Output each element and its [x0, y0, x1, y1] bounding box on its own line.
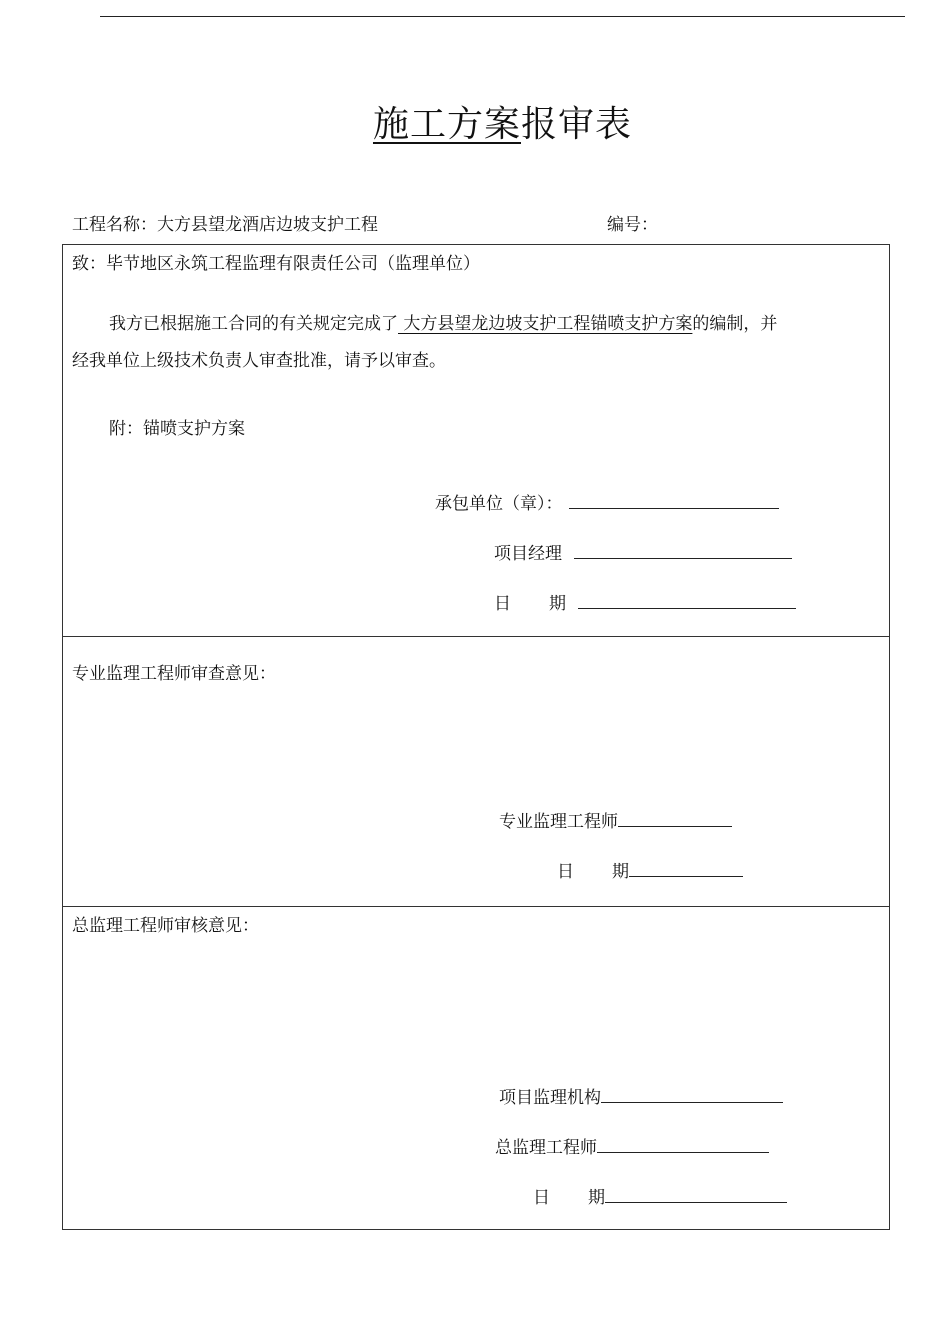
- contractor-signature-row: [435, 489, 779, 514]
- date-line-1[interactable]: [578, 592, 796, 609]
- addressee-line: 致：毕节地区永筑工程监理有限责任公司（监理单位）: [72, 254, 480, 274]
- engineer-review-heading: 专业监理工程师审查意见：: [72, 664, 276, 684]
- project-name-field: [72, 210, 378, 235]
- engineer-label: 专业监理工程师: [499, 812, 618, 832]
- number-label: 编号：: [607, 215, 658, 235]
- date-row-3: [533, 1183, 787, 1208]
- review-form: [62, 244, 890, 1230]
- body-item: 大方县望龙边坡支护工程锚喷支护方案: [398, 314, 693, 334]
- contractor-label: 承包单位（章）：: [435, 494, 563, 514]
- date-line-3[interactable]: [605, 1186, 787, 1203]
- body-suffix: 的编制，并: [692, 314, 778, 334]
- date-label-a: 日: [533, 1188, 550, 1208]
- submission-section: [63, 245, 889, 636]
- engineer-review-section: [63, 636, 889, 907]
- chief-label: 总监理工程师: [495, 1138, 597, 1158]
- chief-signature-line[interactable]: [597, 1136, 769, 1153]
- date-label-b: 期: [588, 1188, 605, 1208]
- contractor-signature-line[interactable]: [569, 492, 779, 509]
- org-signature-line[interactable]: [601, 1086, 783, 1103]
- project-name-value: 大方县望龙酒店边坡支护工程: [157, 215, 378, 235]
- submission-body-line2: 经我单位上级技术负责人审查批准，请予以审查。: [72, 351, 446, 371]
- project-name-label: 工程名称：: [72, 215, 157, 235]
- date-label-b: 期: [549, 594, 566, 614]
- attachment-line: 附：锚喷支护方案: [109, 419, 245, 439]
- date-label-a: 日: [494, 594, 511, 614]
- engineer-signature-line[interactable]: [618, 810, 732, 827]
- top-rule: [100, 16, 905, 17]
- org-signature-row: [499, 1083, 783, 1108]
- chief-review-heading: 总监理工程师审核意见：: [72, 916, 259, 936]
- manager-label: 项目经理: [494, 544, 562, 564]
- submission-body-line1: [109, 309, 777, 334]
- title-underlined-part: 施工方案: [372, 104, 521, 145]
- manager-signature-row: [494, 539, 792, 564]
- title-rest: 报审表: [521, 104, 633, 145]
- date-label-b: 期: [612, 862, 629, 882]
- date-row-2: [557, 857, 743, 882]
- body-prefix: 我方已根据施工合同的有关规定完成了: [109, 314, 398, 334]
- number-field: [607, 210, 658, 235]
- manager-signature-line[interactable]: [574, 542, 792, 559]
- date-label-a: 日: [557, 862, 574, 882]
- page-title: [0, 96, 950, 147]
- engineer-signature-row: [499, 807, 732, 832]
- chief-review-section: [63, 906, 889, 1230]
- date-row-1: [494, 589, 796, 614]
- chief-signature-row: [495, 1133, 769, 1158]
- org-label: 项目监理机构: [499, 1088, 601, 1108]
- date-line-2[interactable]: [629, 860, 743, 877]
